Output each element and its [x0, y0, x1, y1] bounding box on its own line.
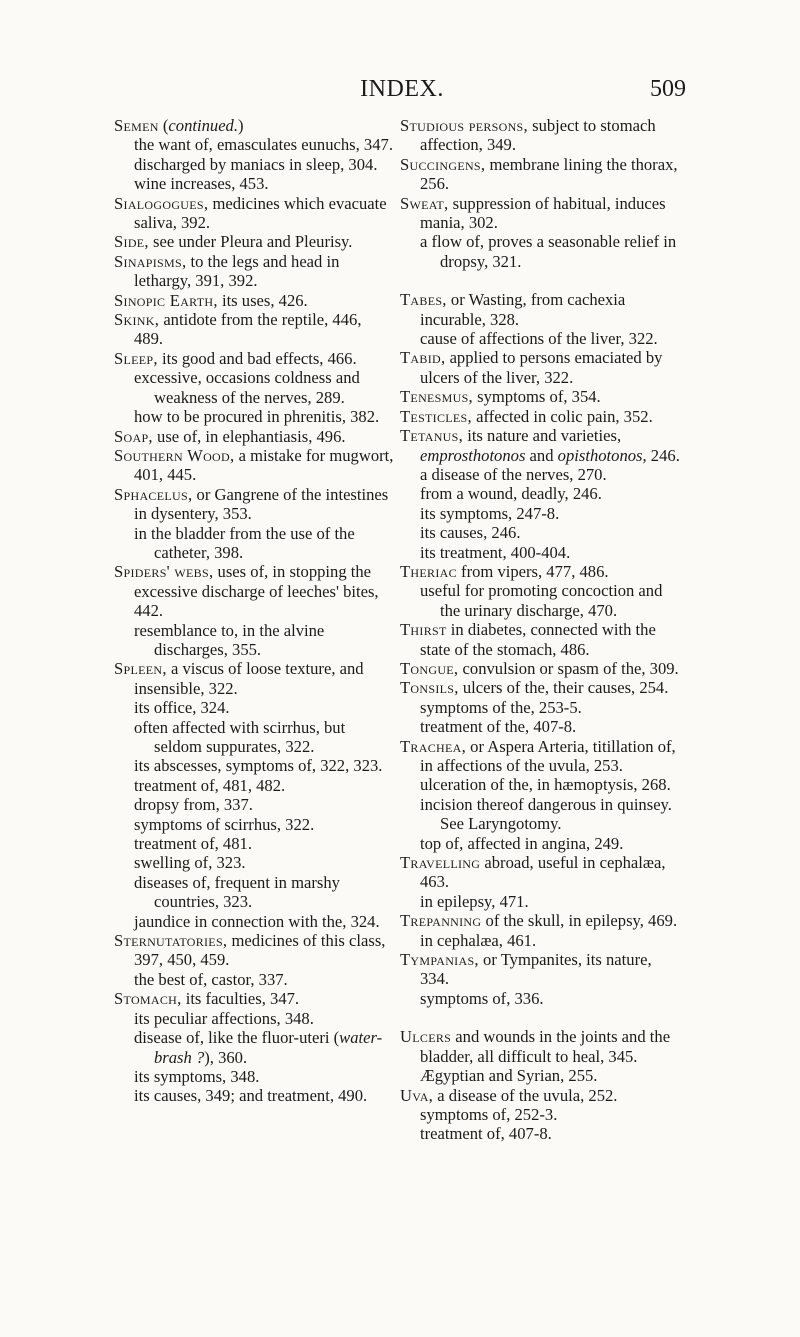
- index-subentry: [114, 407, 394, 426]
- index-subentry: [400, 543, 680, 562]
- index-subentry: [114, 135, 394, 154]
- entry-italic: emprosthotonos: [420, 445, 526, 465]
- index-subentry: [400, 717, 680, 736]
- entry-text: its uses, 426.: [217, 290, 308, 310]
- entry-text: dropsy from, 337.: [134, 795, 253, 815]
- entry-text: treatment of, 407-8.: [420, 1124, 552, 1144]
- index-headword: Studious persons,: [400, 116, 528, 135]
- entry-text: see under Pleura and Pleurisy.: [148, 232, 353, 252]
- index-subentry: [400, 931, 680, 950]
- index-entry: [400, 426, 680, 465]
- index-headword: Trepanning: [400, 911, 482, 931]
- index-subentry: [114, 174, 394, 193]
- index-subentry: [400, 504, 680, 523]
- entry-text: jaundice in connection with the, 324.: [134, 911, 380, 931]
- running-head: [118, 76, 686, 106]
- index-subentry: [114, 795, 394, 814]
- entry-text: its good and bad effects, 466.: [157, 348, 357, 368]
- index-subentry: [114, 834, 394, 853]
- index-entry: [114, 291, 394, 310]
- entry-text: useful for promoting concoction and the urinary discharge, 470.: [420, 581, 663, 620]
- index-headword: Tenesmus,: [400, 387, 473, 407]
- index-subentry: [114, 155, 394, 174]
- index-entry: [400, 678, 680, 697]
- index-headword: Tympanias,: [400, 950, 479, 970]
- index-subentry: [400, 232, 680, 271]
- index-entry: [114, 194, 394, 233]
- index-entry: [114, 989, 394, 1008]
- entry-text: its peculiar affections, 348.: [134, 1008, 314, 1028]
- index-headword: Sinopic Earth,: [114, 290, 218, 310]
- entry-text: from vipers, 477, 486.: [456, 561, 609, 581]
- index-subentry: [400, 1105, 680, 1124]
- index-column-right: [400, 116, 680, 1144]
- index-subentry: [400, 523, 680, 542]
- index-headword: Sleep,: [114, 348, 158, 368]
- index-entry: [400, 407, 680, 426]
- index-entry: [400, 737, 680, 776]
- index-entry: [114, 485, 394, 524]
- entry-text: in cephalæa, 461.: [420, 930, 537, 950]
- entry-text: excessive, occasions coldness and weakness of the nerves, 289.: [134, 368, 360, 407]
- index-entry: [400, 194, 680, 233]
- index-headword: Spleen,: [114, 659, 167, 679]
- index-subentry: [114, 1009, 394, 1028]
- entry-text: of the skull, in epilepsy, 469.: [481, 911, 678, 931]
- index-entry: [400, 562, 680, 581]
- entry-text: 246.: [646, 445, 680, 465]
- index-subentry: [400, 484, 680, 503]
- index-subentry: [114, 1067, 394, 1086]
- entry-text: in diabetes, connected with the state of the stomach, 486.: [420, 620, 656, 659]
- entry-text: Ægyptian and Syrian, 255.: [420, 1066, 598, 1086]
- entry-text: abroad, useful in cephalæa, 463.: [420, 853, 666, 892]
- index-subentry: [114, 815, 394, 834]
- index-headword: Trachea,: [400, 736, 467, 756]
- entry-italic: opisthotonos,: [557, 445, 647, 465]
- entry-text: its nature and varieties,: [463, 426, 622, 446]
- entry-text: its abscesses, symptoms of, 322, 323.: [134, 756, 383, 776]
- index-subentry: [114, 970, 394, 989]
- index-subentry: [114, 621, 394, 660]
- index-entry: [114, 427, 394, 446]
- index-headword: Side,: [114, 232, 149, 252]
- index-headword: Travelling: [400, 853, 481, 873]
- entry-text: in epilepsy, 471.: [420, 891, 529, 911]
- entry-italic: water-brash ?: [154, 1028, 383, 1067]
- entry-text: a flow of, proves a seasonable relief in dropsy, 321.: [420, 232, 677, 271]
- index-entry: [400, 659, 680, 678]
- index-headword: Tetanus,: [400, 426, 464, 446]
- entry-text: or Gangrene of the intestines in dysentery, 353.: [134, 484, 389, 524]
- entry-text: disease of, like the fluor-uteri (: [134, 1028, 340, 1048]
- entry-text: symptoms of, 354.: [473, 387, 601, 407]
- entry-text: its faculties, 347.: [181, 989, 300, 1009]
- entry-text: incision thereof dangerous in quinsey. See Laryngotomy.: [420, 794, 672, 834]
- index-subentry: [114, 776, 394, 795]
- index-entry: [400, 348, 680, 387]
- index-entry: [400, 290, 680, 329]
- index-entry: [400, 1027, 680, 1066]
- index-subentry: [400, 581, 680, 620]
- index-headword: Southern Wood,: [114, 445, 235, 465]
- entry-text: medicines of this class, 397, 450, 459.: [134, 931, 386, 970]
- entry-text: top of, affected in angina, 249.: [420, 833, 624, 853]
- entry-text: its symptoms, 247-8.: [420, 503, 560, 523]
- entry-text: ulceration of the, in hæmoptysis, 268.: [420, 775, 671, 795]
- index-subentry: [400, 1124, 680, 1143]
- entry-text: its symptoms, 348.: [134, 1066, 260, 1086]
- entry-text: diseases of, frequent in marshy countries, 323.: [134, 872, 340, 912]
- entry-text: affected in colic pain, 352.: [471, 406, 653, 426]
- index-subentry: [400, 465, 680, 484]
- entry-text: its treatment, 400-404.: [420, 542, 571, 562]
- entry-text: a viscus of loose texture, and insensible, 322.: [134, 659, 364, 698]
- entry-text: to the legs and head in lethargy, 391, 392.: [134, 251, 340, 291]
- index-subentry: [400, 1066, 680, 1085]
- entry-text: membrane lining the thorax, 256.: [420, 154, 678, 194]
- index-headword: Sternutatories,: [114, 931, 228, 951]
- entry-text: its office, 324.: [134, 698, 230, 718]
- index-headword: Ulcers: [400, 1027, 452, 1047]
- index-headword: Skink,: [114, 310, 160, 330]
- index-entry: [114, 446, 394, 485]
- page-title: INDEX.: [360, 76, 444, 102]
- entry-text: resemblance to, in the alvine discharges, 355.: [134, 620, 325, 659]
- entry-text: cause of affections of the liver, 322.: [420, 329, 658, 349]
- entry-text: ulcers of the, their causes, 254.: [458, 678, 669, 698]
- index-subentry: [114, 912, 394, 931]
- entry-text: discharged by maniacs in sleep, 304.: [134, 154, 378, 174]
- entry-text: symptoms of, 252-3.: [420, 1104, 558, 1124]
- entry-text: from a wound, deadly, 246.: [420, 484, 602, 504]
- entry-text: medicines which evacuate saliva, 392.: [134, 193, 387, 233]
- entry-text: how to be procured in phrenitis, 382.: [134, 407, 380, 427]
- index-headword: Uva,: [400, 1085, 434, 1105]
- entry-text: the best of, castor, 337.: [134, 969, 288, 989]
- entry-text: wine increases, 453.: [134, 174, 269, 194]
- entry-text: (: [158, 116, 169, 135]
- index-subentry: [114, 1086, 394, 1105]
- index-headword: Sweat,: [400, 193, 449, 213]
- index-headword: Sphacelus,: [114, 484, 193, 504]
- index-subentry: [114, 853, 394, 872]
- entry-text: its causes, 349; and treatment, 490.: [134, 1086, 368, 1106]
- index-entry: [114, 659, 394, 698]
- entry-text: or Tympanites, its nature, 334.: [420, 950, 652, 989]
- index-subentry: [114, 756, 394, 775]
- index-headword: Semen: [114, 116, 159, 135]
- entry-text: treatment of, 481, 482.: [134, 775, 286, 795]
- entry-text: convulsion or spasm of the, 309.: [458, 658, 679, 678]
- entry-text: suppression of habitual, induces mania, 302.: [420, 193, 666, 233]
- index-entry: [114, 116, 394, 135]
- index-headword: Stomach,: [114, 989, 182, 1009]
- entry-text: or Aspera Arteria, titillation of, in affections of the uvula, 253.: [420, 736, 676, 775]
- entry-text: a mistake for mugwort, 401, 445.: [134, 445, 394, 485]
- index-headword: Succingens,: [400, 154, 486, 174]
- entry-text: a disease of the uvula, 252.: [433, 1085, 618, 1105]
- entry-text: ), 360.: [204, 1047, 248, 1067]
- index-entry: [400, 620, 680, 659]
- entry-text: symptoms of, 336.: [420, 988, 544, 1008]
- entry-text: and: [525, 445, 558, 465]
- index-subentry: [400, 775, 680, 794]
- index-headword: Tabid,: [400, 348, 446, 368]
- index-entry: [400, 853, 680, 892]
- index-subentry: [114, 718, 394, 757]
- entry-text: in the bladder from the use of the catheter, 398.: [134, 523, 355, 562]
- index-entry: [114, 349, 394, 368]
- entry-text: often affected with scirrhus, but seldom suppurates, 322.: [134, 717, 346, 756]
- index-headword: Sinapisms,: [114, 251, 187, 271]
- index-column-left: [114, 116, 394, 1106]
- entry-text: swelling of, 323.: [134, 853, 246, 873]
- entry-text: treatment of the, 407-8.: [420, 717, 577, 737]
- entry-text: treatment of, 481.: [134, 834, 252, 854]
- entry-text: symptoms of scirrhus, 322.: [134, 814, 315, 834]
- entry-text: and wounds in the joints and the bladder, all difficult to heal, 345.: [420, 1027, 671, 1066]
- index-headword: Spiders' webs,: [114, 562, 214, 582]
- entry-text: its causes, 246.: [420, 523, 521, 543]
- entry-text: symptoms of the, 253-5.: [420, 697, 582, 717]
- index-headword: Thirst: [400, 620, 447, 640]
- index-subentry: [400, 989, 680, 1008]
- index-subentry: [114, 368, 394, 407]
- page-number: 509: [650, 76, 686, 102]
- index-subentry: [114, 524, 394, 563]
- entry-text: uses of, in stopping the excessive discharge of leeches' bites, 442.: [134, 562, 379, 621]
- index-entry: [400, 1086, 680, 1105]
- index-headword: Sialogogues,: [114, 193, 209, 213]
- entry-italic: continued.: [168, 116, 239, 135]
- index-entry: [114, 252, 394, 291]
- entry-text: antidote from the reptile, 446, 489.: [134, 310, 362, 349]
- index-headword: Tonsils,: [400, 678, 459, 698]
- index-headword: Testicles,: [400, 406, 472, 426]
- index-entry: [400, 387, 680, 406]
- index-entry: [114, 232, 394, 251]
- index-entry: [114, 931, 394, 970]
- entry-text: applied to persons emaciated by ulcers of the liver, 322.: [420, 348, 663, 387]
- index-headword: Soap,: [114, 426, 153, 446]
- index-entry: [400, 911, 680, 930]
- index-subentry: [114, 698, 394, 717]
- index-entry: [114, 562, 394, 620]
- index-headword: Tabes,: [400, 290, 447, 310]
- entry-text: the want of, emasculates eunuchs, 347.: [134, 135, 393, 155]
- entry-text: a disease of the nerves, 270.: [420, 464, 607, 484]
- index-entry: [400, 155, 680, 194]
- index-subentry: [400, 795, 680, 834]
- index-headword: Tongue,: [400, 658, 459, 678]
- index-subentry: [400, 329, 680, 348]
- index-subentry: [400, 698, 680, 717]
- index-subentry: [114, 873, 394, 912]
- entry-text: subject to stomach affection, 349.: [420, 116, 656, 155]
- index-entry: [114, 310, 394, 349]
- index-subentry: [400, 892, 680, 911]
- entry-text: use of, in elephantiasis, 496.: [152, 426, 346, 446]
- index-subentry: [400, 834, 680, 853]
- index-headword: Theriac: [400, 561, 457, 581]
- entry-text: ): [238, 116, 244, 135]
- entry-text: or Wasting, from cachexia incurable, 328.: [420, 290, 626, 329]
- index-entry: [400, 950, 680, 989]
- index-entry: [400, 116, 680, 155]
- index-subentry: [114, 1028, 394, 1067]
